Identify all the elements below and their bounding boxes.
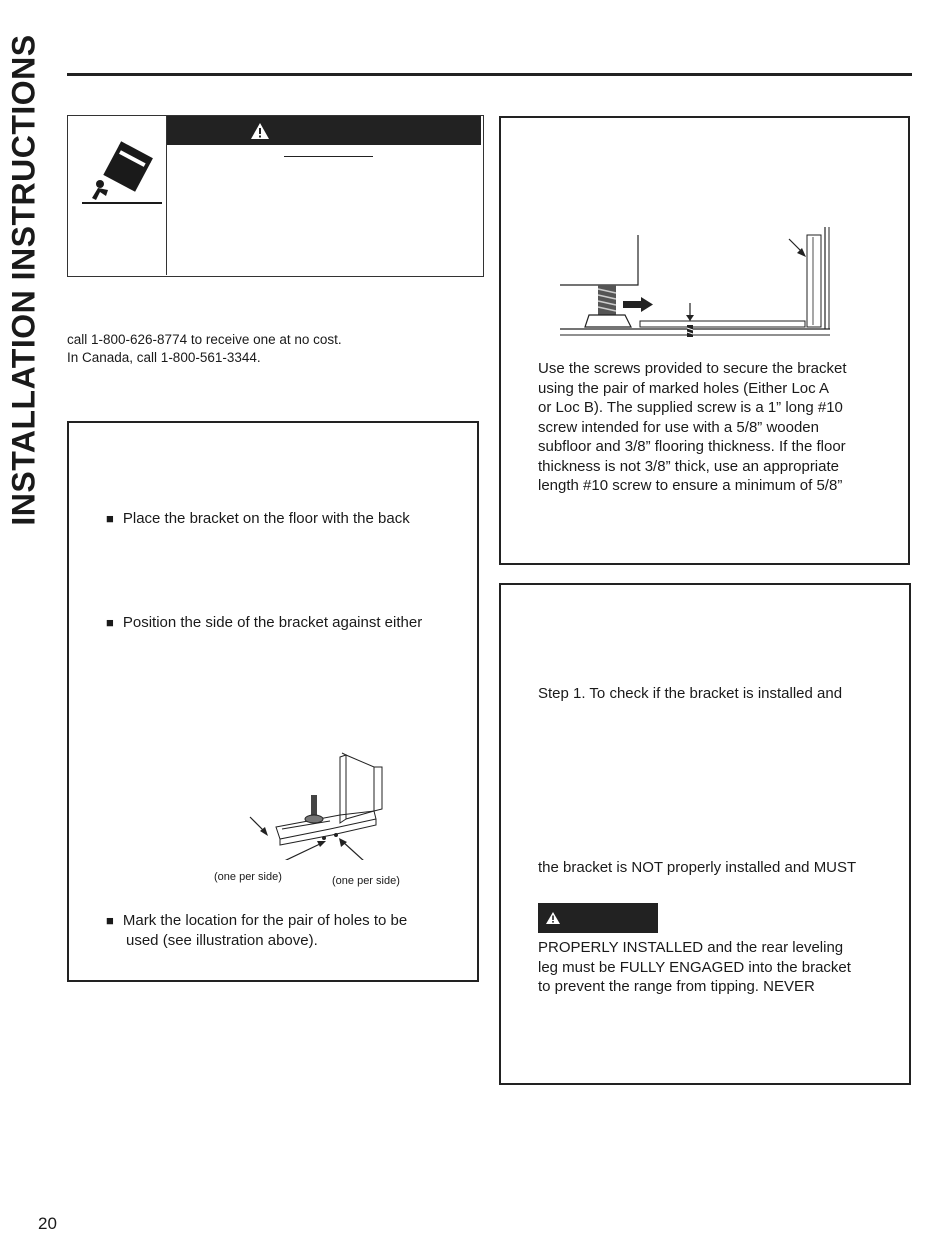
contact-line-canada: In Canada, call 1-800-561-3344.	[67, 350, 261, 365]
warning-label-bar	[538, 903, 658, 933]
paragraph-line: thickness is not 3/8” thick, use an appropriate	[538, 457, 839, 475]
paragraph-line: Use the screws provided to secure the bracket	[538, 360, 847, 377]
warning-line: to prevent the range from tipping. NEVER	[538, 978, 815, 995]
paragraph-line: screw intended for use with a 5/8” wooden	[538, 418, 819, 436]
warning-triangle-icon	[250, 122, 270, 140]
warning-line: PROPERLY INSTALLED and the rear leveling	[538, 939, 844, 956]
bullet-text: Mark the location for the pair of holes to be	[122, 912, 408, 929]
not-installed-text: the bracket is NOT properly installed and MUST	[538, 859, 857, 876]
bullet-square-icon: ■	[106, 913, 114, 928]
tip-over-hazard-icon	[78, 140, 166, 210]
warning-paragraph	[538, 938, 898, 997]
step-1-text: Step 1. To check if the bracket is installed and	[538, 685, 843, 702]
paragraph-line: subfloor and 3/8” flooring thickness. If the floor	[538, 438, 846, 455]
contact-line-us: call 1-800-626-8774 to receive one at no cost.	[67, 332, 342, 347]
page-number: 20	[38, 1214, 57, 1233]
paragraph-line: using the pair of marked holes (Either Loc A	[538, 379, 829, 397]
bullet-text: Place the bracket on the floor with the back	[122, 510, 410, 527]
bullet-text: Position the side of the bracket against either	[122, 614, 423, 631]
warning-line: leg must be FULLY ENGAGED into the bracket	[538, 958, 851, 976]
bullet-item-mark-location	[106, 911, 407, 951]
bullet-square-icon: ■	[106, 615, 114, 630]
secure-bracket-paragraph	[538, 359, 898, 496]
caption-right: (one per side)	[332, 875, 400, 887]
leg-floor-illustration	[545, 225, 835, 350]
top-rule	[67, 73, 912, 76]
paragraph-line: or Loc B). The supplied screw is a 1” long #10	[538, 399, 843, 416]
bracket-placement-section	[67, 421, 479, 982]
side-title	[2, 34, 46, 526]
bullet-item-place-bracket	[106, 509, 410, 529]
bracket-illustration	[240, 745, 420, 860]
side-title-text: INSTALLATION INSTRUCTIONS	[5, 34, 42, 526]
warning-header-bar	[167, 116, 481, 145]
bullet-square-icon: ■	[106, 511, 114, 526]
warning-title-underline	[284, 156, 373, 157]
warning-triangle-icon	[545, 911, 561, 925]
caption-left: (one per side)	[214, 871, 282, 883]
bullet-item-position-bracket	[106, 613, 422, 633]
paragraph-line: length #10 screw to ensure a minimum of 5/8”	[538, 477, 843, 494]
bullet-text-continued: used (see illustration above).	[126, 932, 318, 949]
verify-installation-section	[499, 583, 911, 1085]
